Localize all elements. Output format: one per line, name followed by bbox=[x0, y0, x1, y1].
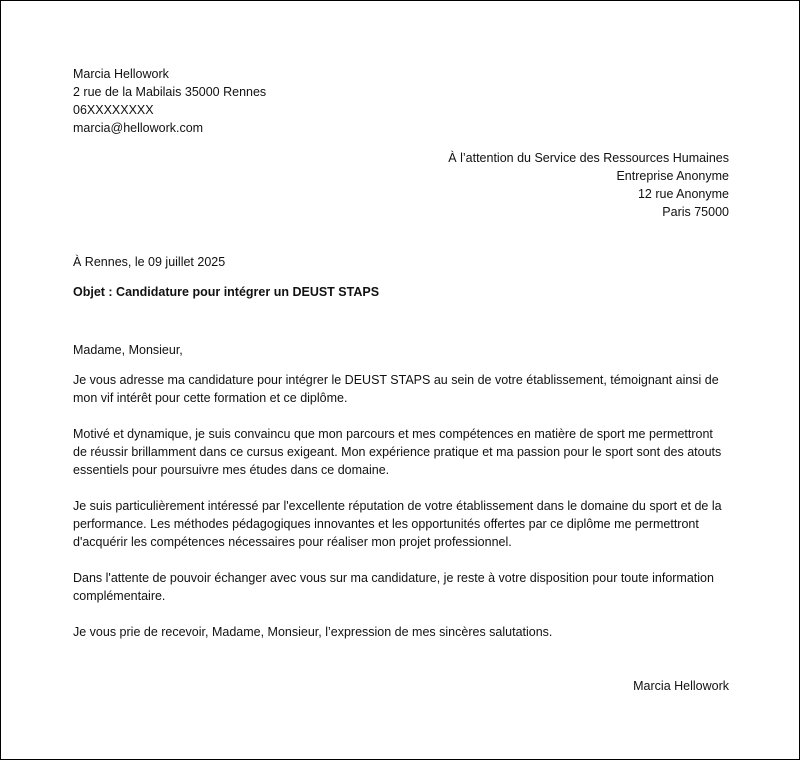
letter-content bbox=[73, 65, 729, 695]
salutation: Madame, Monsieur, bbox=[73, 343, 183, 357]
closing-paragraph: Je vous prie de recevoir, Madame, Monsieur, l’expression de mes sincères salutations. bbox=[73, 625, 553, 639]
body-paragraph-2: Motivé et dynamique, je suis convaincu que mon parcours et mes compétences en matière de sport me permettront de réussir brillamment dans ce cursus exigeant. Mon expérience pratique et ma passion pour le sport sont des atouts essentiels pour poursuivre mes études dans ce domaine. bbox=[73, 427, 722, 477]
body-paragraph-3: Je suis particulièrement intéressé par l'excellente réputation de votre établissement dans le domaine du sport et de la performance. Les méthodes pédagogiques innovantes et les opportunités offertes par ce diplôme me permettront d'acquérir les compétences nécessaires pour réaliser mon projet professionnel. bbox=[73, 499, 722, 549]
signature: Marcia Hellowork bbox=[633, 679, 729, 693]
body-paragraph-4: Dans l'attente de pouvoir échanger avec vous sur ma candidature, je reste à votre disposition pour toute information complémentaire. bbox=[73, 571, 714, 603]
sender-email: marcia@hellowork.com bbox=[73, 121, 204, 135]
recipient-block bbox=[73, 149, 729, 221]
sender-phone: 06XXXXXXXX bbox=[73, 103, 154, 117]
sender-address: 2 rue de la Mabilais 35000 Rennes bbox=[73, 85, 267, 99]
date-line: À Rennes, le 09 juillet 2025 bbox=[73, 255, 226, 269]
recipient-attention: À l’attention du Service des Ressources Humaines bbox=[448, 151, 729, 165]
recipient-company: Entreprise Anonyme bbox=[616, 169, 729, 183]
sender-name: Marcia Hellowork bbox=[73, 67, 169, 81]
subject-line: Objet : Candidature pour intégrer un DEUST STAPS bbox=[73, 285, 380, 299]
body-paragraph-1: Je vous adresse ma candidature pour intégrer le DEUST STAPS au sein de votre établissement, témoignant ainsi de mon vif intérêt pour cette formation et ce diplôme. bbox=[73, 373, 719, 405]
recipient-city: Paris 75000 bbox=[662, 205, 729, 219]
recipient-street: 12 rue Anonyme bbox=[637, 187, 729, 201]
sender-block bbox=[73, 65, 729, 137]
